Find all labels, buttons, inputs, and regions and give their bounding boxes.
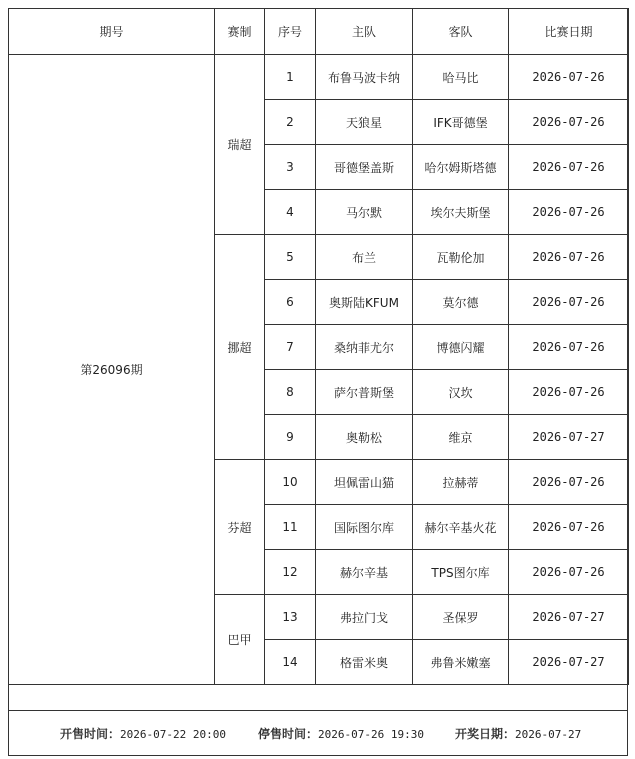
match-date-cell: 2026-07-26 [509, 190, 629, 235]
seq-cell: 6 [265, 280, 316, 325]
header-date: 比赛日期 [509, 9, 629, 55]
sale-stop-label: 停售时间： [258, 727, 319, 741]
header-row [9, 9, 629, 55]
home-team-cell: 桑纳菲尤尔 [316, 325, 413, 370]
away-team-cell: 圣保罗 [413, 595, 509, 640]
home-team-cell: 坦佩雷山猫 [316, 460, 413, 505]
seq-cell: 10 [265, 460, 316, 505]
home-team-cell: 弗拉门戈 [316, 595, 413, 640]
seq-cell: 9 [265, 415, 316, 460]
header-issue: 期号 [9, 9, 215, 55]
seq-cell: 13 [265, 595, 316, 640]
match-date-cell: 2026-07-26 [509, 280, 629, 325]
away-team-cell: 拉赫蒂 [413, 460, 509, 505]
seq-cell: 2 [265, 100, 316, 145]
away-team-cell: 瓦勒伦加 [413, 235, 509, 280]
draw-date-value: 2026-07-27 [515, 728, 582, 741]
away-team-cell: 汉坎 [413, 370, 509, 415]
seq-cell: 8 [265, 370, 316, 415]
seq-cell: 14 [265, 640, 316, 685]
home-team-cell: 天狼星 [316, 100, 413, 145]
away-team-cell: 博德闪耀 [413, 325, 509, 370]
schedule-table [8, 8, 629, 685]
away-team-cell: 哈尔姆斯塔德 [413, 145, 509, 190]
away-team-cell: 赫尔辛基火花 [413, 505, 509, 550]
seq-cell: 1 [265, 55, 316, 100]
home-team-cell: 奥勒松 [316, 415, 413, 460]
home-team-cell: 布兰 [316, 235, 413, 280]
sale-start-label: 开售时间： [60, 727, 121, 741]
away-team-cell: IFK哥德堡 [413, 100, 509, 145]
home-team-cell: 国际图尔库 [316, 505, 413, 550]
home-team-cell: 布鲁马波卡纳 [316, 55, 413, 100]
match-date-cell: 2026-07-26 [509, 55, 629, 100]
league-cell: 芬超 [215, 460, 265, 595]
match-date-cell: 2026-07-26 [509, 460, 629, 505]
match-date-cell: 2026-07-26 [509, 550, 629, 595]
home-team-cell: 奥斯陆KFUM [316, 280, 413, 325]
home-team-cell: 萨尔普斯堡 [316, 370, 413, 415]
seq-cell: 7 [265, 325, 316, 370]
footer-info [8, 711, 628, 756]
sale-stop-value: 2026-07-26 19:30 [318, 728, 424, 741]
seq-cell: 4 [265, 190, 316, 235]
match-row [9, 55, 629, 100]
header-away: 客队 [413, 9, 509, 55]
seq-cell: 3 [265, 145, 316, 190]
match-date-cell: 2026-07-27 [509, 415, 629, 460]
away-team-cell: TPS图尔库 [413, 550, 509, 595]
seq-cell: 11 [265, 505, 316, 550]
issue-cell: 第26096期 [9, 55, 215, 685]
away-team-cell: 维京 [413, 415, 509, 460]
match-date-cell: 2026-07-26 [509, 505, 629, 550]
match-date-cell: 2026-07-26 [509, 100, 629, 145]
home-team-cell: 赫尔辛基 [316, 550, 413, 595]
home-team-cell: 马尔默 [316, 190, 413, 235]
sale-start [60, 725, 226, 742]
away-team-cell: 哈马比 [413, 55, 509, 100]
away-team-cell: 弗鲁米嫩塞 [413, 640, 509, 685]
seq-cell: 5 [265, 235, 316, 280]
header-home: 主队 [316, 9, 413, 55]
home-team-cell: 格雷米奥 [316, 640, 413, 685]
match-date-cell: 2026-07-26 [509, 235, 629, 280]
draw-date-label: 开奖日期： [455, 727, 516, 741]
home-team-cell: 哥德堡盖斯 [316, 145, 413, 190]
match-date-cell: 2026-07-26 [509, 145, 629, 190]
seq-cell: 12 [265, 550, 316, 595]
match-date-cell: 2026-07-27 [509, 640, 629, 685]
league-cell: 瑞超 [215, 55, 265, 235]
league-cell: 巴甲 [215, 595, 265, 685]
sale-start-value: 2026-07-22 20:00 [120, 728, 226, 741]
league-cell: 挪超 [215, 235, 265, 460]
match-date-cell: 2026-07-26 [509, 325, 629, 370]
sale-stop [258, 725, 424, 742]
away-team-cell: 埃尔夫斯堡 [413, 190, 509, 235]
match-date-cell: 2026-07-26 [509, 370, 629, 415]
header-league: 赛制 [215, 9, 265, 55]
blank-row [8, 684, 628, 711]
draw-date [455, 725, 581, 742]
away-team-cell: 莫尔德 [413, 280, 509, 325]
match-date-cell: 2026-07-27 [509, 595, 629, 640]
header-seq: 序号 [265, 9, 316, 55]
